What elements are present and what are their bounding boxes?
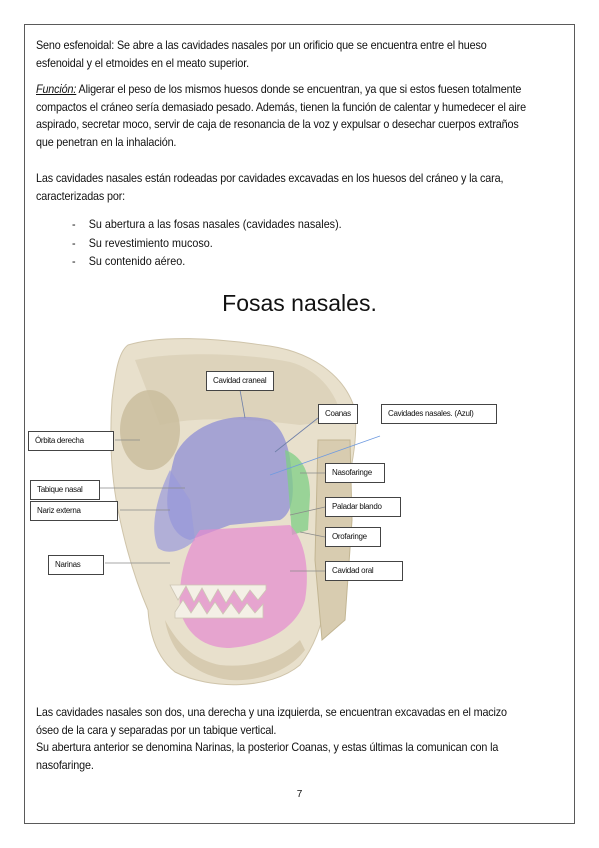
list-dash: - — [72, 255, 76, 268]
label-paladar-blando: Paladar blando — [325, 497, 401, 517]
paragraph-caracterizadas: Las cavidades nasales están rodeadas por cavidades excavadas en los huesos del cráneo y la cara, caracterizadas por: — [36, 172, 504, 203]
paragraph-seno-esfenoidal: Seno esfenoidal: Se abre a las cavidades nasales por un orificio que se encuentra entre el hueso esfenoidal y el etmoides en el meato superior. — [36, 39, 487, 70]
label-nasofaringe: Nasofaringe — [325, 463, 385, 483]
label-orbita-derecha: Órbita derecha — [28, 431, 114, 451]
label-cavidades-nasales: Cavidades nasales. (Azul) — [381, 404, 497, 424]
list-dash: - — [72, 218, 76, 231]
funcion-label: Función: — [36, 83, 77, 96]
page-number: 7 — [296, 789, 303, 800]
list-item-text: Su abertura a las fosas nasales (cavidades nasales). — [88, 218, 342, 231]
section-title: Fosas nasales. — [222, 290, 377, 316]
label-cavidad-craneal: Cavidad craneal — [206, 371, 274, 391]
paragraph-cavidades-descripcion — [36, 704, 529, 774]
label-cavidad-oral: Cavidad oral — [325, 561, 403, 581]
label-nariz-externa: Nariz externa — [30, 501, 118, 521]
label-coanas: Coanas — [318, 404, 358, 424]
label-orofaringe: Orofaringe — [325, 527, 381, 547]
list-item-text: Su contenido aéreo. — [88, 255, 186, 268]
label-narinas: Narinas — [48, 555, 104, 575]
list-dash: - — [72, 236, 76, 250]
paragraph-line: Las cavidades nasales son dos, una derecha y una izquierda, se encuentran excavadas en el macizo óseo de la cara y separadas por un tabique vertical. — [36, 706, 507, 737]
label-tabique-nasal: Tabique nasal — [30, 480, 100, 500]
funcion-text: Aligerar el peso de los mismos huesos donde se encuentran, ya que si estos fuesen totalmente compactos el cráneo sería demasiado pesado. Además, tienen la función de calentar y humedecer el aire aspirado, secretar moco, servir de caja de resonancia de la voz y expulsar o desechar cuerpos extraños que penetran en la inhalación. — [36, 83, 526, 149]
paragraph-line: Su abertura anterior se denomina Narinas, la posterior Coanas, y estas últimas la comunican con la nasofaringe. — [36, 741, 499, 772]
list-item-text: Su revestimiento mucoso. — [88, 236, 213, 250]
orbit-shape — [120, 390, 180, 470]
